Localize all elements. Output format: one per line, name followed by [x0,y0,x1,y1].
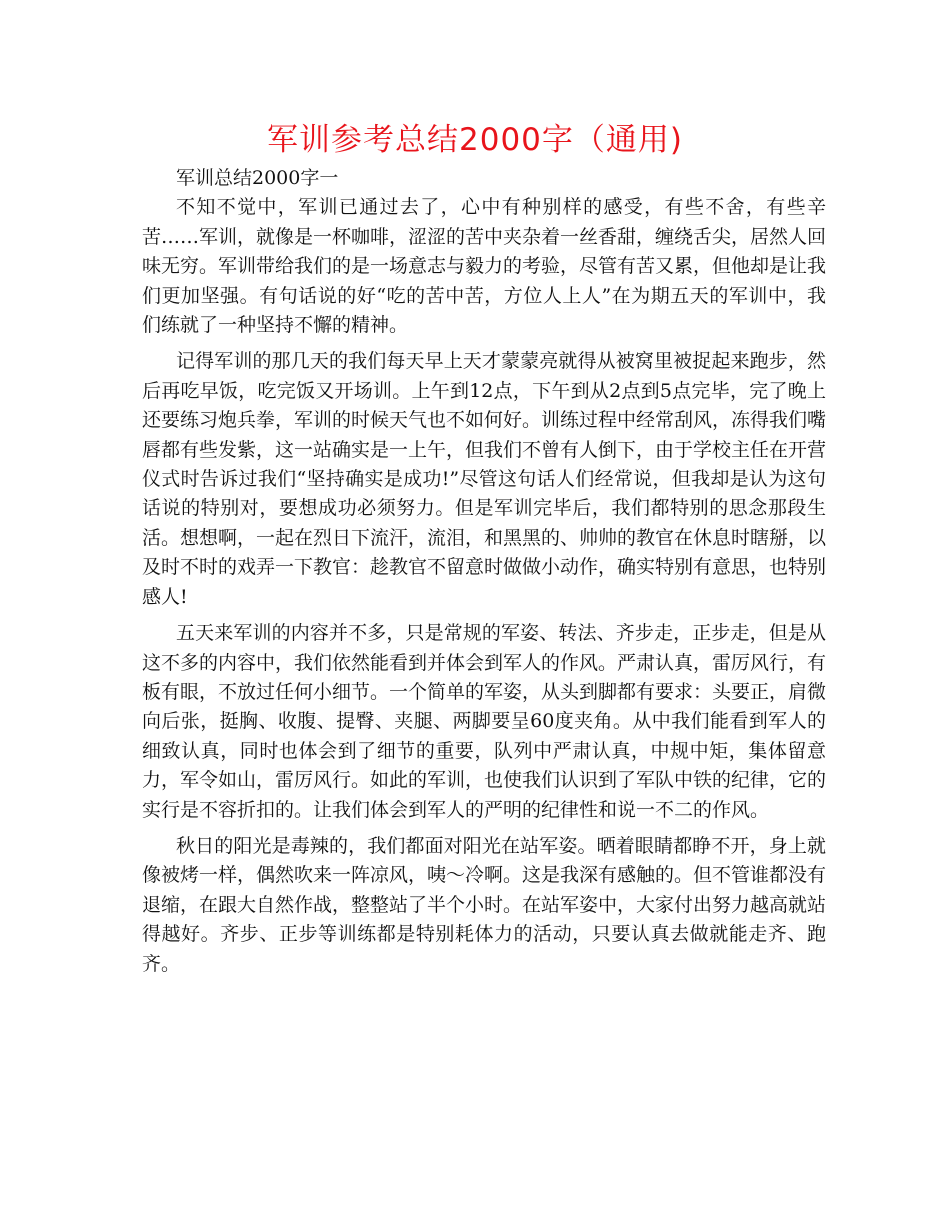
section-subtitle: 军训总结2000字一 [176,167,339,189]
paragraph-1: 不知不觉中，军训已通过去了，心中有种别样的感受，有些不舍，有些辛苦……军训，就像是一杯咖啡，涩涩的苦中夹杂着一丝香甜，缠绕舌尖，居然人回味无穷。军训带给我们的是一场意志与毅力的考验，尽管有苦又累，但他却是让我们更加坚强。有句话说的好“吃的苦中苦，方位人上人”在为期五天的军训中，我们练就了一种坚持不懈的精神。 [142,196,827,337]
document-body [142,164,826,979]
paragraph-4: 秋日的阳光是毒辣的，我们都面对阳光在站军姿。晒着眼睛都睁不开，身上就像被烤一样，偶然吹来一阵凉风，咦～冷啊。这是我深有感触的。但不管谁都没有退缩，在跟大自然作战，整整站了半个小时。在站军姿中，大家付出努力越高就站得越好。齐步、正步等训练都是特别耗体力的活动，只要认真去做就能走齐、跑齐。 [142,834,827,975]
paragraph-2: 记得军训的那几天的我们每天早上天才蒙蒙亮就得从被窝里被捉起来跑步，然后再吃早饭，吃完饭又开场训。上午到12点，下午到从2点到5点完毕，完了晚上还要练习炮兵拳，军训的时候天气也不如何好。训练过程中经常刮风，冻得我们嘴唇都有些发紫，这一站确实是一上午，但我们不曾有人倒下，由于学校主任在开营仪式时告诉过我们“坚持确实是成功!”尽管这句话人们经常说，但我却是认为这句话说的特别对，要想成功必须努力。但是军训完毕后，我们都特别的思念那段生活。想想啊，一起在烈日下流汗，流泪，和黑黑的、帅帅的教官在休息时瞎掰，以及时不时的戏弄一下教官：趁教官不留意时做做小动作，确实特别有意思，也特别感人! [142,350,827,608]
document-title: 军训参考总结2000字（通用) [267,122,683,158]
paragraph-3: 五天来军训的内容并不多，只是常规的军姿、转法、齐步走，正步走，但是从这不多的内容中，我们依然能看到并体会到军人的作风。严肃认真，雷厉风行，有板有眼，不放过任何小细节。一个简单的军姿，从头到脚都有要求：头要正，肩微向后张，挺胸、收腹、提臀、夹腿、两脚要呈60度夹角。从中我们能看到军人的细致认真，同时也体会到了细节的重要，队列中严肃认真，中规中矩，集体留意力，军令如山，雷厉风行。如此的军训，也使我们认识到了军队中铁的纪律，它的实行是不容折扣的。让我们体会到军人的严明的纪律性和说一不二的作风。 [142,622,827,821]
